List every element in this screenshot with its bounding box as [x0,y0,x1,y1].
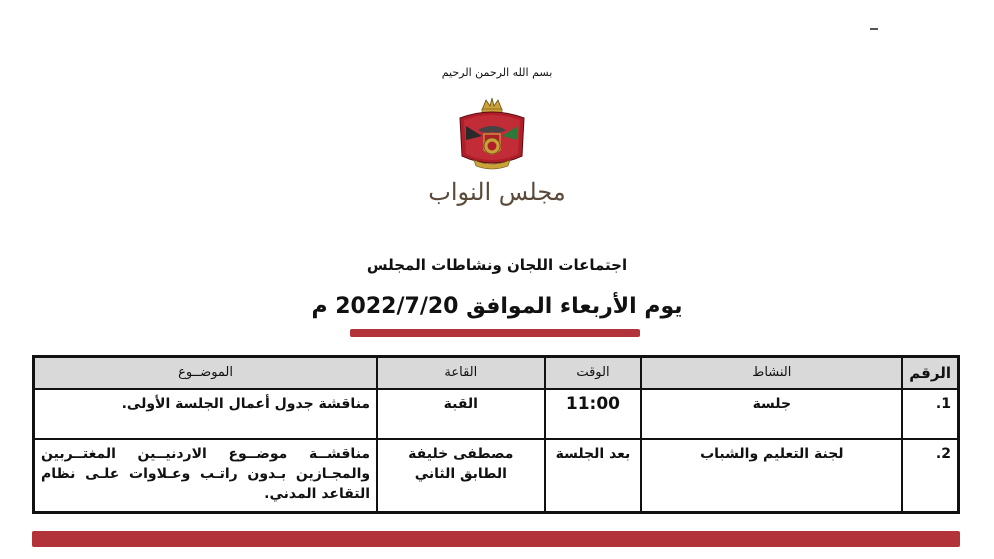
table-row [34,439,959,513]
cell-number: 1. [902,389,958,439]
cell-time: 11:00 [545,389,642,439]
table-row [34,389,959,439]
cell-topic: مناقشة جدول أعمال الجلسة الأولى. [34,389,378,439]
column-header-time: الوقت [545,357,642,389]
column-header-number: الرقم [902,357,958,389]
hall-line-2: الطابق الثاني [414,465,507,482]
cell-time: بعد الجلسة [545,439,642,513]
parliament-name: مجلس النواب [428,178,566,206]
basmala: بسم الله الرحمن الرحيم [441,66,553,79]
date-underline-bar [350,329,640,337]
cell-activity: جلسة [641,389,902,439]
column-header-activity: النشاط [641,357,902,389]
schedule-table [32,355,960,514]
cell-hall [377,439,544,513]
page-heading: اجتماعات اللجان ونشاطات المجلس [366,256,628,274]
jordan-coat-of-arms-icon [452,96,532,174]
column-header-hall: القاعة [377,357,544,389]
table-header-row [34,357,959,389]
hall-line-1: مصطفى خليفة [408,445,514,462]
column-header-topic: الموضــوع [34,357,378,389]
corner-mark [870,28,878,30]
cell-number: 2. [902,439,958,513]
date-title: يوم الأربعاء الموافق 2022/7/20 م [311,294,683,319]
cell-activity: لجنة التعليم والشباب [641,439,902,513]
cell-hall: القبة [377,389,544,439]
footer-accent-bar [32,531,960,547]
cell-topic: مناقشــة موضــوع الاردنيــين المغتــربين والمجـازين بـدون راتـب وعـلاوات علـى نظام التقاعد المدني. [34,439,378,513]
